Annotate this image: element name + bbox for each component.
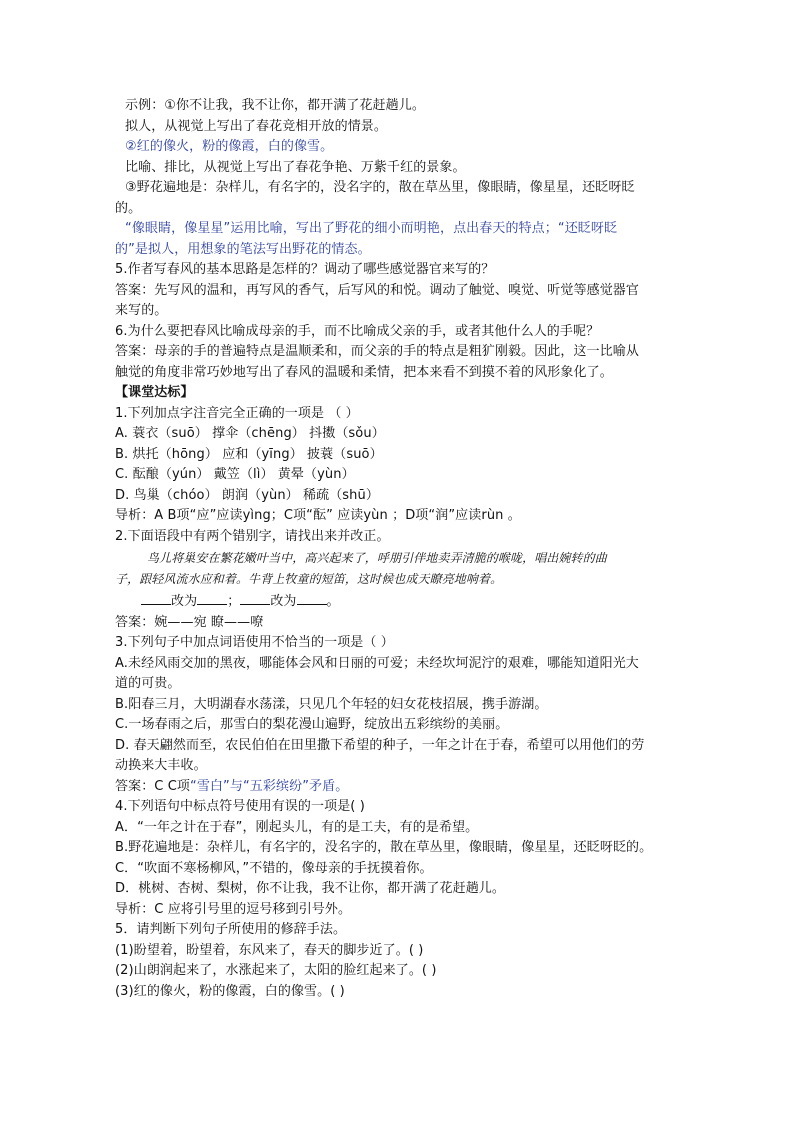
passage-line-2: 子，跟轻风流水应和着。牛背上牧童的短笛，这时候也成天瞭亮地响着。 — [115, 572, 503, 586]
text-line: 【课堂达标】 — [115, 385, 194, 400]
answer-head: 答案：C C项 — [115, 778, 190, 794]
change-label-1: 改为 — [171, 594, 198, 609]
text-line: 导析：C 应将引号里的逗号移到引号外。 — [115, 901, 352, 917]
blank-2[interactable] — [197, 592, 227, 605]
text-line: 5.作者写春风的基本思路是怎样的？调动了哪些感觉器官来写的？ — [115, 262, 495, 277]
text-line: 1.下列加点字注音完全正确的一项是 （ ） — [115, 405, 359, 421]
text-line: C．“吹面不寒杨柳风，”不错的，像母亲的手抚摸着你。 — [115, 860, 433, 876]
correction-blanks — [115, 592, 713, 613]
text-line: D．桃树、杏树、梨树，你不让我，我不让你，都开满了花赶趟儿。 — [115, 881, 506, 896]
text-line: 6.为什么要把春风比喻成母亲的手，而不比喻成父亲的手，或者其他什么人的手呢？ — [115, 323, 600, 339]
text-line: B. 烘托（hōng） 应和（yīng） 披蓑（suō） — [115, 446, 383, 462]
blank-1[interactable] — [141, 592, 171, 605]
text-line: D. 春天翩然而至，农民伯伯在田里撒下希望的种子，一年之计在于春，希望可以用他们的劳 — [115, 737, 645, 753]
document-body — [115, 96, 713, 1002]
passage-quote — [115, 548, 713, 590]
answer-explanation: “雪白”与“五彩缤纷”矛盾。 — [190, 778, 349, 794]
text-line: 5．请判断下列句子所使用的修辞手法。 — [115, 922, 347, 937]
text-line: 动换来大丰收。 — [115, 758, 207, 773]
text-line: 2.下面语段中有两个错别字，请找出来并改正。 — [115, 528, 390, 544]
text-line: 答案：婉——宛 瞭——嘹 — [115, 614, 264, 630]
text-line: 4.下列语句中标点符号使用有误的一项是( ) — [115, 799, 365, 814]
text-line: A. 蓑衣（suō） 撑伞（chēng） 抖擞（sǒu） — [115, 426, 385, 441]
text-line: “像眼睛，像星星”运用比喻，写出了野花的细小而明艳，点出春天的特点；“还眨呀眨 — [125, 221, 618, 236]
text-line: 道的可贵。 — [115, 676, 181, 691]
change-label-2: 改为 — [270, 594, 297, 609]
text-line: D. 鸟巢（chóo） 朗润（yùn） 稀疏（shū） — [115, 487, 379, 503]
text-line: 的。 — [115, 200, 142, 216]
text-block-1 — [115, 96, 713, 547]
text-line: 3.下列句子中加点词语使用不恰当的一项是（ ） — [115, 635, 394, 650]
text-line — [115, 777, 713, 798]
passage-line-1: 鸟儿将巢安在繁花嫩叶当中，高兴起来了，呼朋引伴地卖弄清脆的喉咙，唱出婉转的曲 — [147, 551, 607, 565]
text-line: 答案：母亲的手的普遍特点是温顺柔和，而父亲的手的特点是粗犷刚毅。因此，这一比喻从 — [115, 344, 640, 359]
text-line: 比喻、排比，从视觉上写出了春花争艳、万紫千红的景象。 — [125, 159, 466, 175]
text-line: C. 酝酿（yún） 戴笠（lì） 黄晕（yùn） — [115, 467, 355, 482]
text-line: B.野花遍地是：杂样儿，有名字的，没名字的，散在草丛里，像眼睛，像星星，还眨呀眨的。 — [115, 840, 653, 855]
blank-3[interactable] — [240, 592, 270, 605]
blank-4[interactable] — [297, 592, 327, 605]
text-line: 示例：①你不让我，我不让你，都开满了花赶趟儿。 — [125, 98, 425, 113]
text-line: 的”是拟人，用想象的笔法写出野花的情态。 — [115, 241, 371, 257]
text-line: A.未经风雨交加的黑夜，哪能体会风和日丽的可爱；未经坎坷泥泞的艰难，哪能知道阳光大 — [115, 655, 639, 671]
text-line: (2)山朗润起来了，水涨起来了，太阳的脸红起来了。( ) — [115, 963, 437, 978]
text-block-2 — [115, 613, 713, 1003]
text-line: C.一场春雨之后，那雪白的梨花漫山遍野，绽放出五彩缤纷的美丽。 — [115, 717, 509, 732]
text-line: 拟人，从视觉上写出了春花竞相开放的情景。 — [125, 118, 388, 134]
text-line: (3)红的像火，粉的像霞，白的像雪。( ) — [115, 983, 345, 999]
text-line: A．“一年之计在于春”，刚起头儿，有的是工夫，有的是希望。 — [115, 819, 479, 835]
text-line: 来写的。 — [115, 303, 168, 318]
end-mark: 。 — [326, 594, 340, 609]
text-line: ②红的像火，粉的像霞，白的像雪。 — [125, 139, 334, 154]
text-line: B.阳春三月，大明湖春水荡漾，只见几个年轻的妇女花枝招展，携手游湖。 — [115, 696, 548, 712]
text-line: 导析：A B项“应”应读yìng；C项“酝” 应读yùn ；D项“润”应读rùn 。 — [115, 508, 521, 523]
text-line: 触觉的角度非常巧妙地写出了春风的温暖和柔情，把本来看不到摸不着的风形象化了。 — [115, 364, 613, 380]
text-line: (1)盼望着，盼望着，东风来了，春天的脚步近了。( ) — [115, 942, 424, 958]
separator: ； — [227, 594, 241, 609]
text-line: 答案：先写风的温和，再写风的香气，后写风的和悦。调动了触觉、嗅觉、听觉等感觉器官 — [115, 282, 640, 298]
text-line: ③野花遍地是：杂样儿，有名字的，没名字的，散在草丛里，像眼睛，像星星，还眨呀眨 — [125, 180, 635, 195]
